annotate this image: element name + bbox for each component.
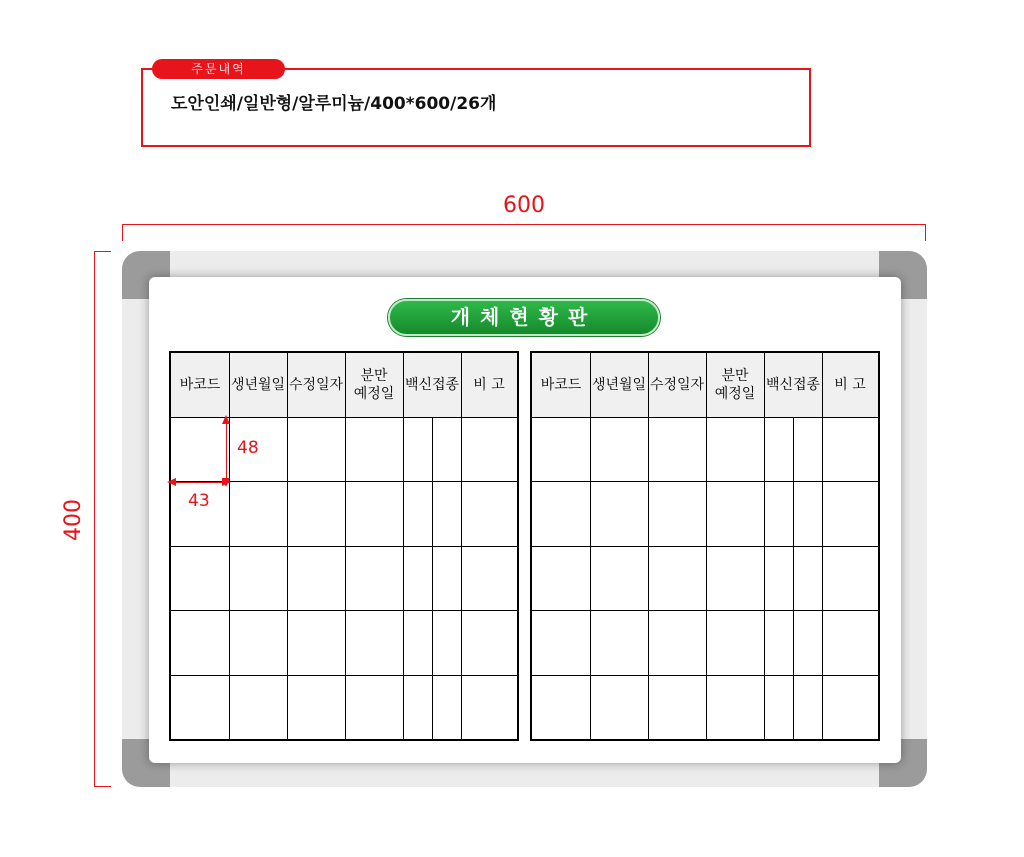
vaccine-sub-divider — [793, 417, 794, 739]
vaccine-sub-divider — [432, 417, 433, 739]
order-tag: 주문내역 — [152, 59, 285, 79]
status-table-right — [530, 351, 880, 741]
column-header: 바코드 — [540, 377, 582, 393]
width-dimension-line — [122, 224, 926, 241]
cell-width-measure-line — [172, 482, 227, 483]
cell-height-measure-line — [226, 420, 227, 482]
height-dimension-line — [94, 251, 111, 787]
table-row — [532, 610, 878, 611]
status-table-left — [169, 351, 519, 741]
column-header: 비 고 — [834, 377, 866, 393]
column-header: 수정일자 — [649, 377, 705, 393]
height-dimension-label: 400 — [61, 499, 86, 541]
table-row — [171, 610, 517, 611]
column-header: 백신접종 — [765, 377, 821, 393]
column-header: 백신접종 — [404, 377, 460, 393]
table-row — [532, 481, 878, 482]
column-header: 생년월일 — [591, 377, 647, 393]
column-header: 분만 예정일 — [714, 368, 756, 402]
board-title: 개체현황판 — [388, 299, 660, 336]
column-header: 생년월일 — [230, 377, 286, 393]
cell-height-label: 48 — [237, 438, 259, 458]
order-text: 도안인쇄/일반형/알루미늄/400*600/26개 — [171, 94, 497, 114]
column-header: 비 고 — [473, 377, 505, 393]
table-row — [532, 675, 878, 676]
column-header: 바코드 — [179, 377, 221, 393]
table-row — [532, 546, 878, 547]
column-header: 수정일자 — [288, 377, 344, 393]
width-dimension-label: 600 — [503, 193, 545, 218]
table-row — [171, 675, 517, 676]
table-row — [171, 546, 517, 547]
cell-width-label: 43 — [188, 491, 210, 511]
column-header: 분만 예정일 — [353, 368, 395, 402]
